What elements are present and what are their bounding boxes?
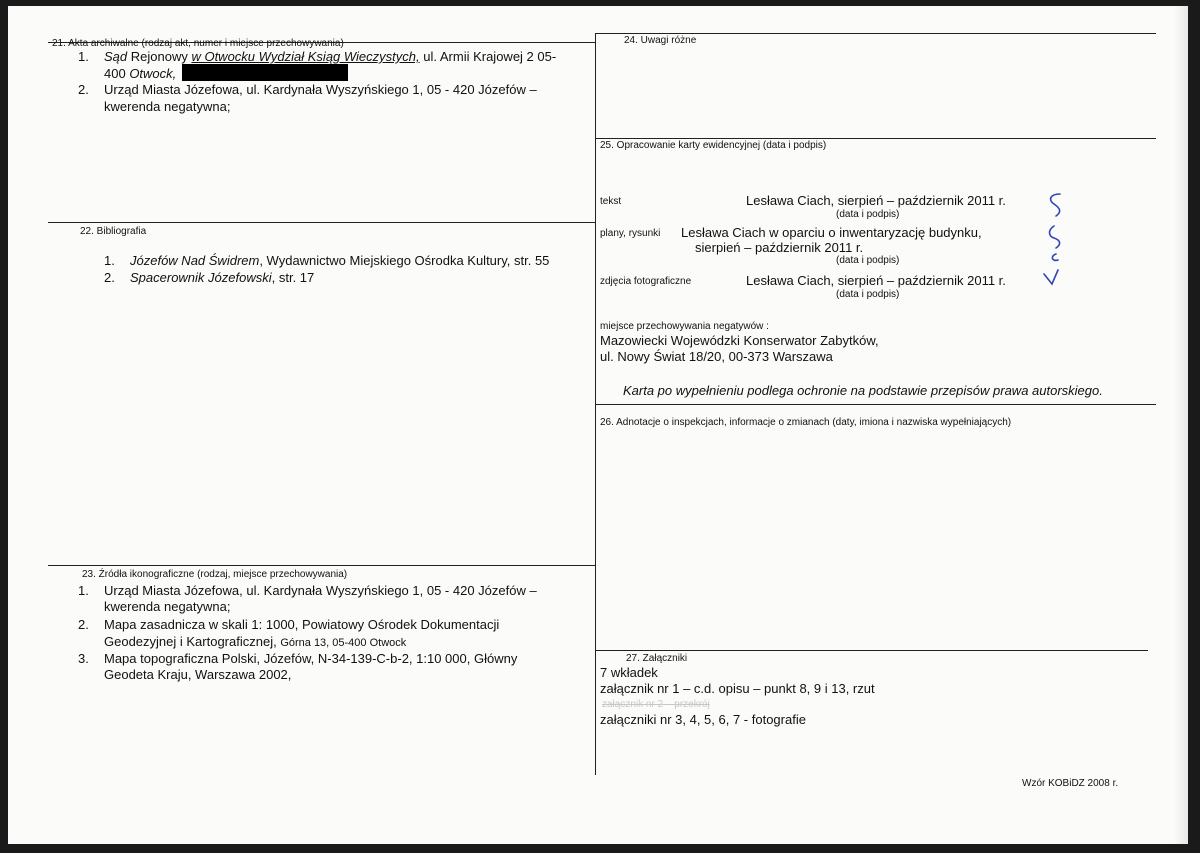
s22-item-1: 1. Józefów Nad Świdrem, Wydawnictwo Miejskiego Ośrodka Kultury, str. 55 <box>104 253 550 268</box>
section-22-title: 22. Bibliografia <box>80 226 147 237</box>
section-25-title: 25. Opracowanie karty ewidencyjnej (data i podpis) <box>600 140 827 151</box>
s22-item-2: 2. Spacerownik Józefowski, str. 17 <box>104 270 315 285</box>
s21-item-1-line-2: 400 Otwock, <box>104 66 177 81</box>
rule-s27 <box>596 650 1148 651</box>
s21-item-1-line-1: 1. Sąd Rejonowy w Otwocku Wydział Ksiąg Wieczystych, ul. Armii Krajowej 2 05- <box>78 49 557 64</box>
s27-line-3: załącznik nr 2 – przekrój <box>602 699 710 710</box>
s25-note-zdjecia: (data i podpis) <box>836 289 900 300</box>
rule-s22 <box>48 222 596 223</box>
top-rule-right <box>596 33 1156 34</box>
s25-value-plany-line-1: Lesława Ciach w oparciu o inwentaryzację budynku, <box>681 225 982 240</box>
s23-item-3-line-2: Geodeta Kraju, Warszawa 2002, <box>104 667 292 682</box>
section-21-title: 21. Akta archiwalne (rodzaj akt, numer i miejsce przechowywania) <box>52 38 344 49</box>
s25-negatives-line-2: ul. Nowy Świat 18/20, 00-373 Warszawa <box>600 349 833 364</box>
s25-negatives-line-1: Mazowiecki Wojewódzki Konserwator Zabytków, <box>600 333 879 348</box>
s25-note-plany: (data i podpis) <box>836 255 900 266</box>
handwritten-signature <box>1026 186 1076 296</box>
s25-value-tekst: Lesława Ciach, sierpień – październik 2011 r. <box>746 193 1006 208</box>
s21-item-2-line-1: 2. Urząd Miasta Józefowa, ul. Kardynała Wyszyńskiego 1, 05 - 420 Józefów – <box>78 82 537 97</box>
section-24-title: 24. Uwagi różne <box>624 35 697 46</box>
s21-item-2-line-2: kwerenda negatywna; <box>104 99 231 114</box>
s21-item-1-number: 1. <box>78 49 89 64</box>
record-card-page <box>8 6 1188 844</box>
rule-s25 <box>596 138 1156 139</box>
form-template-footer: Wzór KOBiDZ 2008 r. <box>1022 778 1119 789</box>
s25-value-plany-line-2: sierpień – październik 2011 r. <box>695 240 864 255</box>
s25-note-tekst: (data i podpis) <box>836 209 900 220</box>
s27-line-1: 7 wkładek <box>600 665 658 680</box>
section-23-title: 23. Źródła ikonograficzne (rodzaj, miejsce przechowywania) <box>82 569 348 580</box>
s25-value-zdjecia: Lesława Ciach, sierpień – październik 2011 r. <box>746 273 1006 288</box>
s23-item-2-line-2: Geodezyjnej i Kartograficznej, Górna 13, 05-400 Otwock <box>104 634 407 649</box>
s23-item-2-line-1: 2. Mapa zasadnicza w skali 1: 1000, Powiatowy Ośrodek Dokumentacji <box>78 617 500 632</box>
s25-negatives-label: miejsce przechowywania negatywów : <box>600 321 769 332</box>
s23-item-1-line-1: 1. Urząd Miasta Józefowa, ul. Kardynała Wyszyńskiego 1, 05 - 420 Józefów – <box>78 583 537 598</box>
section-26-title: 26. Adnotacje o inspekcjach, informacje o zmianach (daty, imiona i nazwiska wypełniających) <box>600 417 1012 428</box>
s25-label-zdjecia: zdjęcia fotograficzne <box>600 276 692 287</box>
redaction-bar <box>182 64 348 81</box>
s25-copyright-note: Karta po wypełnieniu podlega ochronie na podstawie przepisów prawa autorskiego. <box>623 383 1103 398</box>
s25-label-plany: plany, rysunki <box>600 228 661 239</box>
s25-label-tekst: tekst <box>600 196 622 207</box>
s23-item-3-line-1: 3. Mapa topograficzna Polski, Józefów, N-34-139-C-b-2, 1:10 000, Główny <box>78 651 518 666</box>
s23-item-1-line-2: kwerenda negatywna; <box>104 599 231 614</box>
rule-s26 <box>596 404 1156 405</box>
section-27-title: 27. Załączniki <box>626 653 688 664</box>
s27-line-2: załącznik nr 1 – c.d. opisu – punkt 8, 9 i 13, rzut <box>600 681 875 696</box>
rule-s23 <box>48 565 596 566</box>
s27-line-4: załączniki nr 3, 4, 5, 6, 7 - fotografie <box>600 712 806 727</box>
